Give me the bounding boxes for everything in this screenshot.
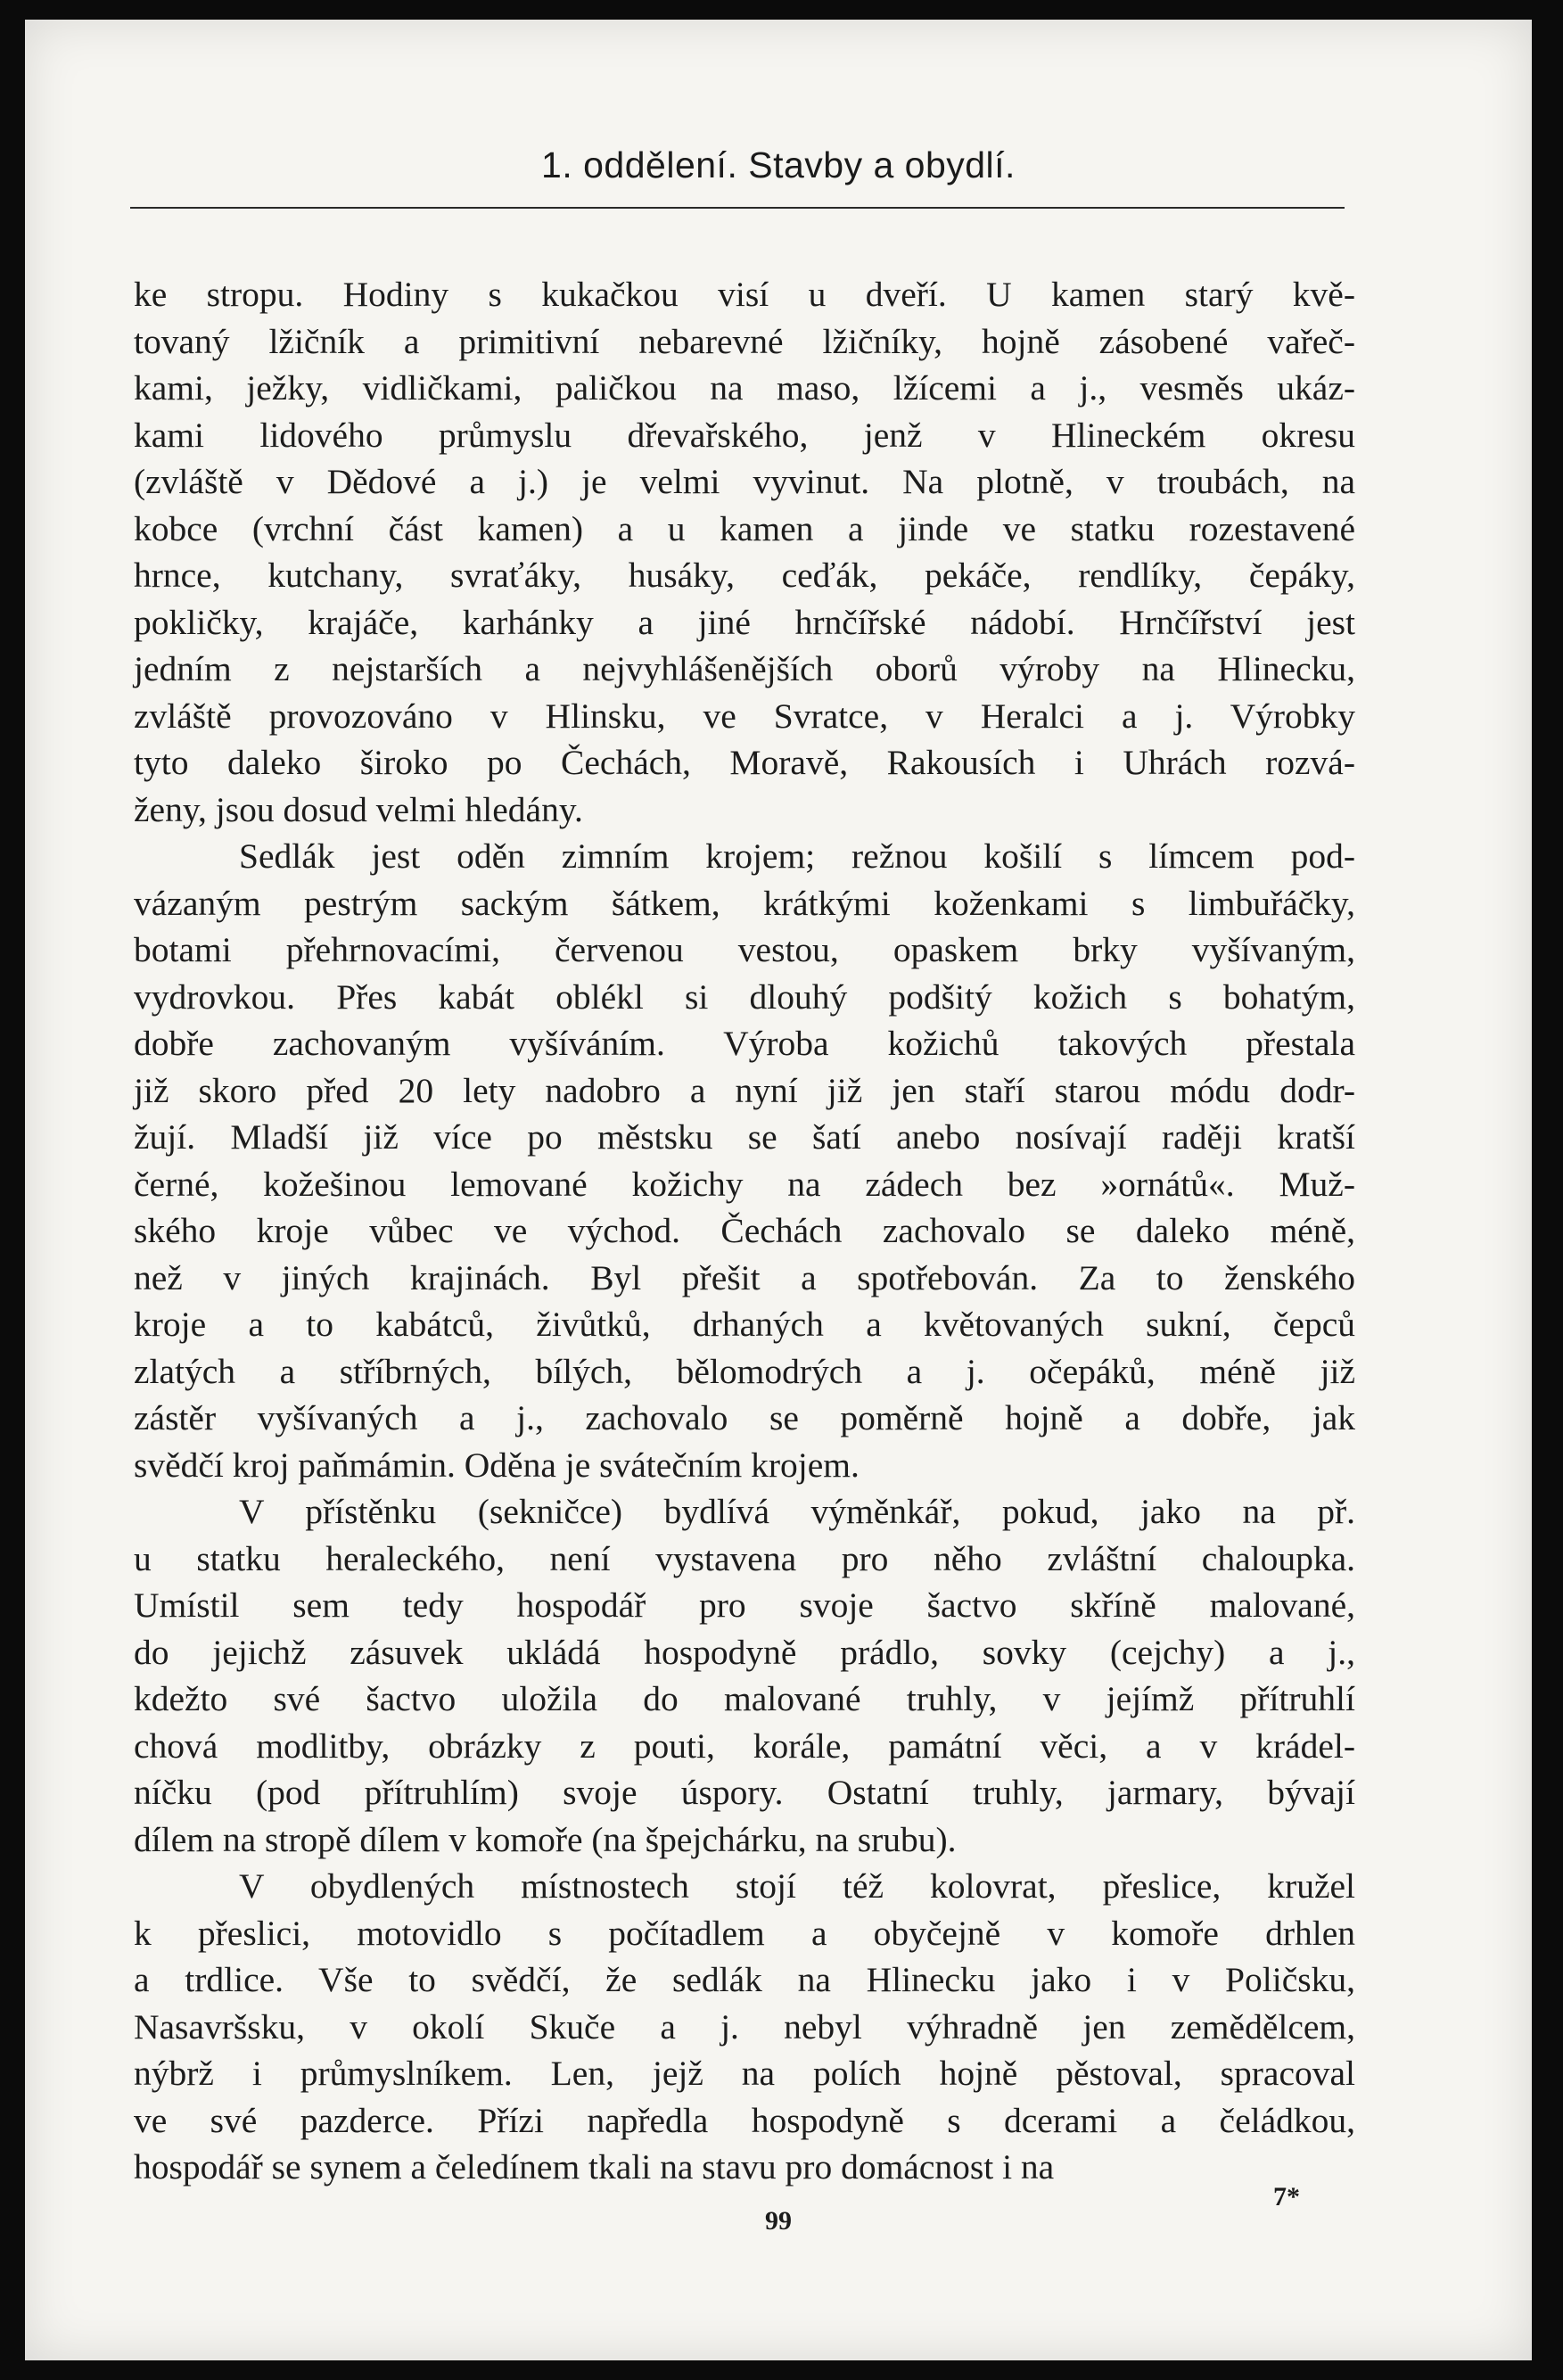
- text-line: Sedlák jest oděn zimním krojem; režnou košilí s límcem pod-: [239, 836, 1355, 876]
- text-line: vydrovkou. Přes kabát oblékl si dlouhý podšitý kožich s bohatým,: [134, 976, 1355, 1017]
- paragraph: [134, 271, 1355, 833]
- text-line: již skoro před 20 lety nadobro a nyní již jen staří starou módu dodr-: [134, 1070, 1355, 1110]
- text-line: žují. Mladší již více po městsku se šatí anebo nosívají raději kratší: [134, 1117, 1355, 1157]
- text-line: hospodář se synem a čeledínem tkali na stavu pro domácnost i na: [134, 2147, 1055, 2186]
- text-line: níčku (pod přítruhlím) svoje úspory. Ostatní truhly, jarmary, bývají: [134, 1773, 1355, 1812]
- text-line: kdežto své šactvo uložila do malované truhly, v jejímž přítruhlí: [134, 1679, 1355, 1718]
- running-header: 1. oddělení. Stavby a obydlí.: [541, 144, 1016, 185]
- text-line: tovaný lžičník a primitivní nebarevné lžičníky, hojně zásobené vařeč-: [134, 321, 1355, 361]
- page-number: 99: [765, 2206, 792, 2236]
- text-line: nýbrž i průmyslníkem. Len, jejž na polích hojně pěstoval, spracoval: [134, 2054, 1355, 2093]
- book-page: [25, 20, 1532, 2360]
- text-line: V obydlených místnostech stojí též kolovrat, přeslice, kružel: [239, 1866, 1355, 1906]
- text-line: jedním z nejstarších a nejvyhlášenějších oborů výroby na Hlinecku,: [134, 649, 1355, 688]
- text-line: chová modlitby, obrázky z pouti, korále, památní věci, a v krádel-: [134, 1725, 1355, 1766]
- text-line: ke stropu. Hodiny s kukačkou visí u dveří. U kamen starý kvě-: [134, 275, 1355, 314]
- text-line: Nasavršsku, v okolí Skuče a j. nebyl výhradně jen zemědělcem,: [134, 2006, 1355, 2046]
- signature-mark: 7*: [1273, 2182, 1300, 2211]
- text-line: u statku heraleckého, není vystavena pro něho zvláštní chaloupka.: [134, 1538, 1355, 1578]
- text-line: zlatých a stříbrných, bílých, bělomodrých a j. očepáků, méně již: [134, 1351, 1355, 1391]
- header-rule: [130, 207, 1345, 209]
- paragraph: [134, 1863, 1355, 2191]
- text-line: V přístěnku (sekničce) bydlívá výměnkář, pokud, jako na př.: [239, 1492, 1355, 1531]
- text-line: černé, kožešinou lemované kožichy na zádech bez »ornátů«. Muž-: [134, 1164, 1355, 1204]
- text-line: a trdlice. Vše to svědčí, že sedlák na Hlinecku jako i v Poličsku,: [134, 1960, 1355, 1999]
- text-line: dílem na stropě dílem v komoře (na špejchárku, na srubu).: [134, 1819, 957, 1859]
- text-line: tyto daleko široko po Čechách, Moravě, Rakousích i Uhrách rozvá-: [134, 743, 1355, 782]
- text-line: ženy, jsou dosud velmi hledány.: [134, 789, 583, 829]
- text-line: Umístil sem tedy hospodář pro svoje šactvo skříně malované,: [134, 1585, 1355, 1625]
- text-line: (zvláště v Dědové a j.) je velmi vyvinut. Na plotně, v troubách, na: [134, 462, 1355, 501]
- text-line: kami lidového průmyslu dřevařského, jenž v Hlineckém okresu: [134, 415, 1355, 455]
- text-line: kroje a to kabátců, živůtků, drhaných a květovaných sukní, čepců: [134, 1305, 1355, 1344]
- text-line: vázaným pestrým sackým šátkem, krátkými koženkami s limbuřáčky,: [134, 883, 1355, 923]
- text-line: zvláště provozováno v Hlinsku, ve Svratce, v Heralci a j. Výrobky: [134, 696, 1355, 736]
- text-line: botami přehrnovacími, červenou vestou, opaskem brky vyšívaným,: [134, 930, 1355, 969]
- text-line: kobce (vrchní část kamen) a u kamen a jinde ve statku rozestavené: [134, 508, 1355, 548]
- text-line: hrnce, kutchany, svraťáky, husáky, ceďák, pekáče, rendlíky, čepáky,: [134, 556, 1355, 595]
- text-line: ve své pazderce. Přízi napředla hospodyně s dcerami a čeládkou,: [134, 2100, 1355, 2140]
- text-line: ského kroje vůbec ve východ. Čechách zachovalo se daleko méně,: [134, 1211, 1355, 1250]
- text-line: než v jiných krajinách. Byl přešit a spotřebován. Za to ženského: [134, 1257, 1355, 1297]
- body-text: [134, 271, 1355, 2191]
- text-line: zástěr vyšívaných a j., zachovalo se poměrně hojně a dobře, jak: [134, 1398, 1355, 1437]
- text-line: pokličky, krajáče, karhánky a jiné hrnčířské nádobí. Hrnčířství jest: [134, 602, 1355, 642]
- text-line: svědčí kroj paňmámin. Oděna je svátečním krojem.: [134, 1445, 860, 1485]
- paragraph: [134, 833, 1355, 1488]
- text-line: do jejichž zásuvek ukládá hospodyně prádlo, sovky (cejchy) a j.,: [134, 1632, 1355, 1672]
- text-line: dobře zachovaným vyšíváním. Výroba kožichů takových přestala: [134, 1024, 1355, 1063]
- text-line: k přeslici, motovidlo s počítadlem a obyčejně v komoře drhlen: [134, 1913, 1355, 1953]
- paragraph: [134, 1488, 1355, 1863]
- text-line: kami, ježky, vidličkami, paličkou na maso, lžícemi a j., vesměs ukáz-: [134, 368, 1355, 408]
